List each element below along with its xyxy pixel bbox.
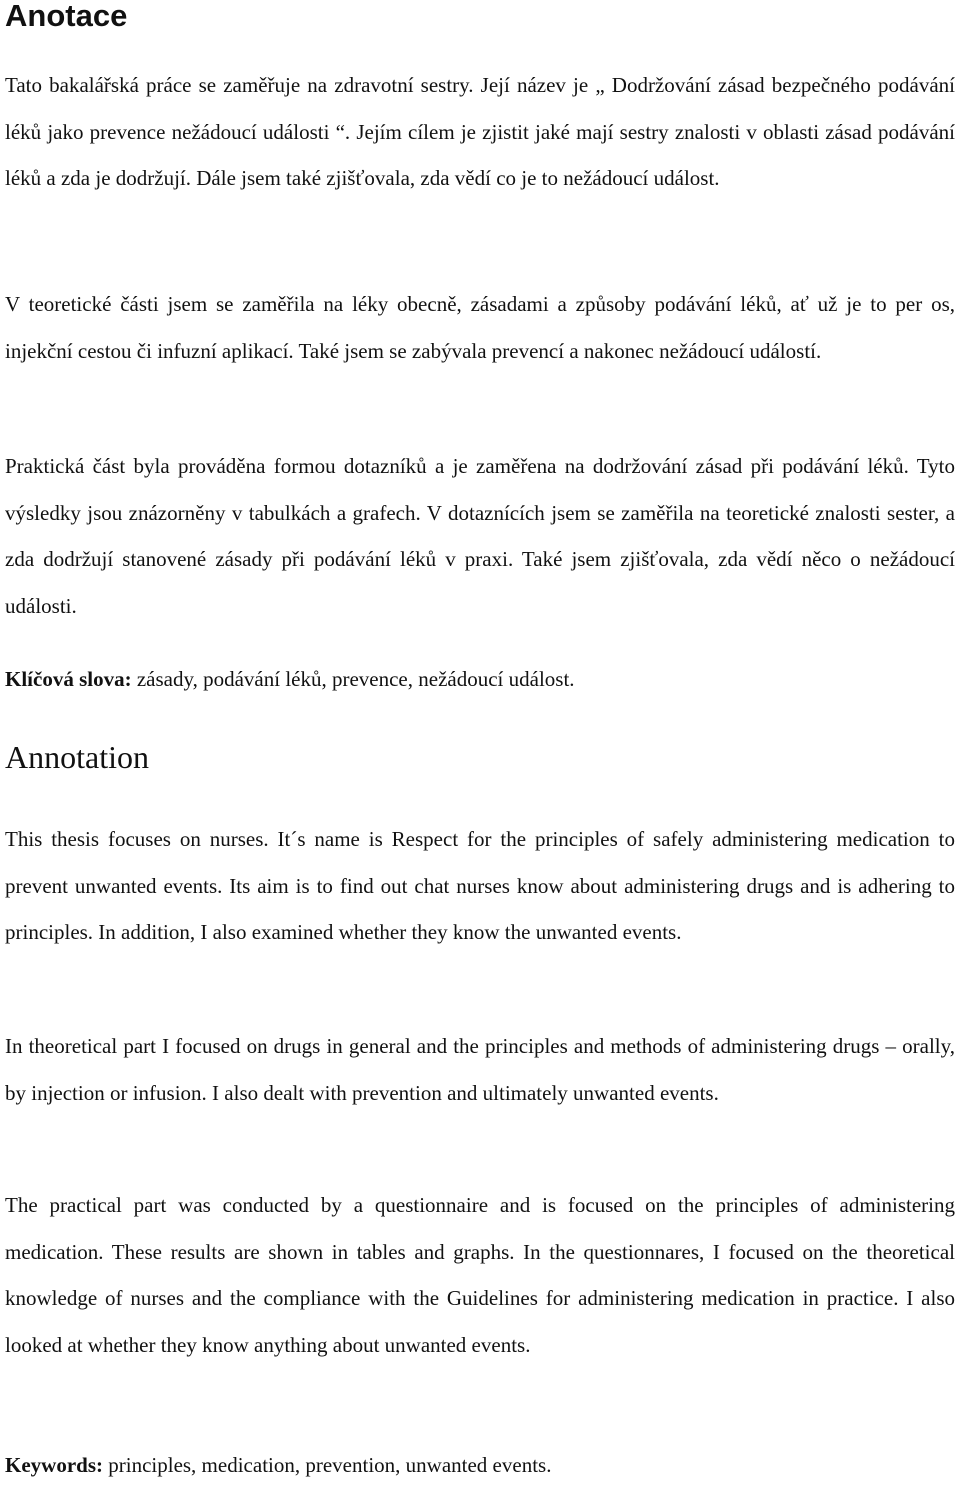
heading-annotation: Annotation [5, 739, 149, 775]
en-keywords-label: Keywords: [5, 1453, 103, 1477]
cz-paragraph-2: V teoretické části jsem se zaměřila na léky obecně, zásadami a způsoby podávání léků, ať už je to per os, injekční cestou či infuzní aplikací. Také jsem se zabývala prevencí a nakonec nežádoucí událostí. [5, 292, 955, 363]
cz-paragraph-1: Tato bakalářská práce se zaměřuje na zdravotní sestry. Její název je „ Dodržování zásad bezpečného podávání léků jako prevence nežádoucí události “. Jejím cílem je zjistit jaké mají sestry znalosti v oblasti zásad podávání léků a zda je dodržují. Dále jsem také zjišťovala, zda vědí co je to nežádoucí událost. [5, 73, 955, 191]
cz-keywords-label: Klíčová slova: [5, 667, 132, 691]
cz-keywords-text: zásady, podávání léků, prevence, nežádoucí událost. [131, 667, 575, 691]
en-paragraph-1: This thesis focuses on nurses. It´s name is Respect for the principles of safely administering medication to prevent unwanted events. Its aim is to find out chat nurses know about administering drugs and is adhering to principles. In addition, I also examined whether they know the unwanted events. [5, 827, 955, 945]
en-paragraph-2: In theoretical part I focused on drugs in general and the principles and methods of administering drugs – orally, by injection or infusion. I also dealt with prevention and ultimately unwanted events. [5, 1034, 955, 1105]
cz-paragraph-3: Praktická část byla prováděna formou dotazníků a je zaměřena na dodržování zásad při podávání léků. Tyto výsledky jsou znázorněny v tabulkách a grafech. V dotaznících jsem se zaměřila na teoretické znalosti sester, a zda dodržují stanovené zásady při podávání léků v praxi. Také jsem zjišťovala, zda vědí něco o nežádoucí události. [5, 454, 955, 618]
en-paragraph-3: The practical part was conducted by a questionnaire and is focused on the principles of administering medication. These results are shown in tables and graphs. In the questionnares, I focused on the theoretical knowledge of nurses and the compliance with the Guidelines for administering medication in practice. I also looked at whether they know anything about unwanted events. [5, 1193, 955, 1357]
en-keywords-text: principles, medication, prevention, unwanted events. [103, 1453, 552, 1477]
en-keywords [5, 1442, 955, 1489]
heading-anotace: Anotace [5, 0, 128, 33]
cz-keywords [5, 656, 955, 703]
